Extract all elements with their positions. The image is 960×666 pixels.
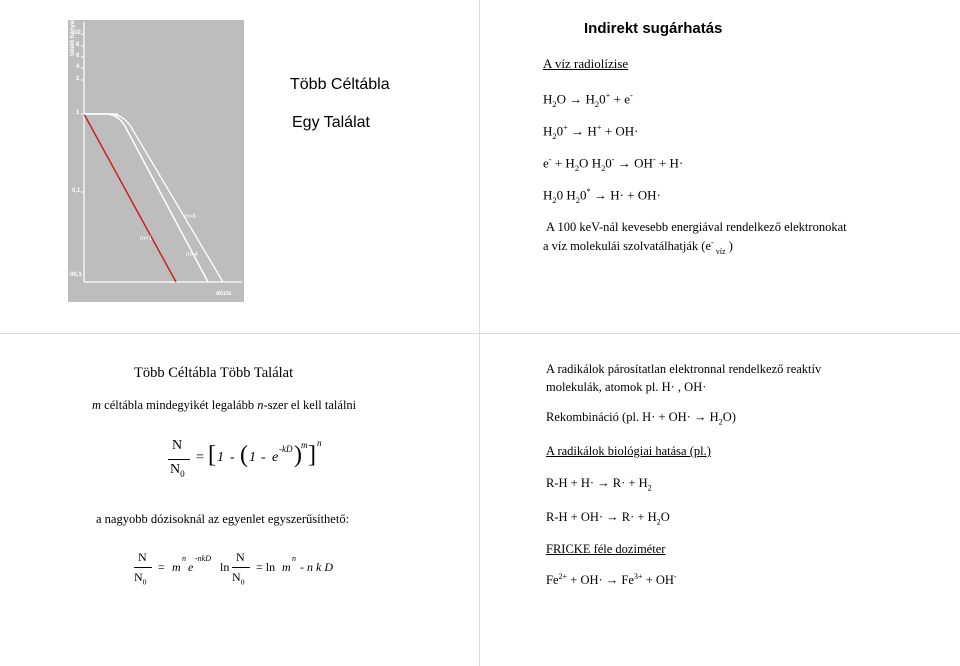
arrow-icon: → (605, 573, 619, 588)
ytick-4: 4 (76, 64, 80, 70)
slide4-p1-line2: molekulák, atomok pl. H· , OH· (546, 380, 707, 394)
slide-3 (0, 334, 479, 666)
slide3-line2: a nagyobb dózisoknál az egyenlet egyszerűsíthető: (96, 512, 350, 526)
slide2-desc-line1: A 100 keV-nál kevesebb energiával rendelkező elektronokat (546, 220, 847, 234)
ytick-0-1: 0,1 (72, 188, 81, 194)
equation-3: $e^- + H_2O$ $H_20^- \to OH^- + H\cdot$ (543, 154, 684, 173)
arrow-icon: → (593, 187, 607, 203)
curve-label-m4: m=4 (186, 252, 198, 258)
ytick-1: 1 (76, 110, 80, 116)
ytick-10: 10 (74, 30, 81, 36)
slide4-p1-line1: A radikálok párosítatlan elektronnal rendelkező reaktív (546, 362, 822, 376)
slide2-desc-line2: a víz molekulái szolvatálhatják ($e^-_{víz}$ ) (543, 238, 733, 256)
slide2-title: Indirekt sugárhatás (584, 20, 723, 37)
slide-1 (0, 0, 479, 333)
equation-2: $H_20^+ \to H^+ + OH\cdot$ (543, 122, 639, 141)
graph-ylabel: túlélő hányad (70, 17, 76, 56)
slide3-line1: m céltábla mindegyikét legalább n-szer el kell találni (92, 398, 357, 412)
slide1-line2: Egy Találat (292, 114, 370, 131)
arrow-icon: → (569, 91, 583, 107)
curve-label-m1: m=1 (140, 236, 152, 242)
ytick-6: 6 (76, 53, 80, 59)
arrow-icon: → (597, 476, 610, 490)
ytick-8: 8 (76, 42, 80, 48)
slide4-heading1: A radikálok biológiai hatása (pl.) (546, 444, 711, 458)
slide2-heading: A víz radiolízise (543, 56, 629, 71)
equation-4: $H_20$ $H_20^* \to H\cdot + OH\cdot$ (543, 186, 661, 205)
curve-label-m8: m=8 (184, 214, 196, 220)
slide4-fricke-reaction: $Fe^{2+} + OH\cdot \to Fe^{3+} + OH^-$ (546, 572, 677, 588)
slide3-title: Több Céltábla Több Találat (134, 365, 294, 381)
slide-2 (480, 0, 960, 333)
survival-graph (68, 20, 244, 302)
slide4-reaction2: $R-H + OH\cdot \to R\cdot + H_2O$ (546, 510, 670, 527)
arrow-icon: → (571, 123, 585, 139)
formula-multi-target: N $N_0$ = [ 1 - ( 1 - e -kD ) m ] n (170, 438, 322, 479)
ytick-2: 2 (76, 76, 80, 82)
graph-xlabel: dózis (216, 291, 232, 297)
arrow-icon: → (617, 155, 631, 171)
slide4-reaction1: $R-H + H\cdot \to R\cdot + H_2$ (546, 476, 652, 493)
equation-1: $H_2O \to H_20^+ + e^-$ (543, 90, 633, 109)
slide-4 (480, 334, 960, 666)
arrow-icon: → (694, 410, 707, 424)
slide4-recombination: Rekombináció (pl. $H\cdot + OH\cdot \to H_2O$) (546, 410, 736, 427)
arrow-icon: → (606, 510, 619, 524)
ytick-0-01: 00,1 (70, 272, 82, 278)
slide4-heading2: FRICKE féle doziméter (546, 542, 666, 556)
slide1-line1: Több Céltábla (290, 76, 390, 93)
formula-simplified: N $N_0$ = m n e -nkD ln N $N_0$ = ln m n - n k D (134, 550, 333, 587)
